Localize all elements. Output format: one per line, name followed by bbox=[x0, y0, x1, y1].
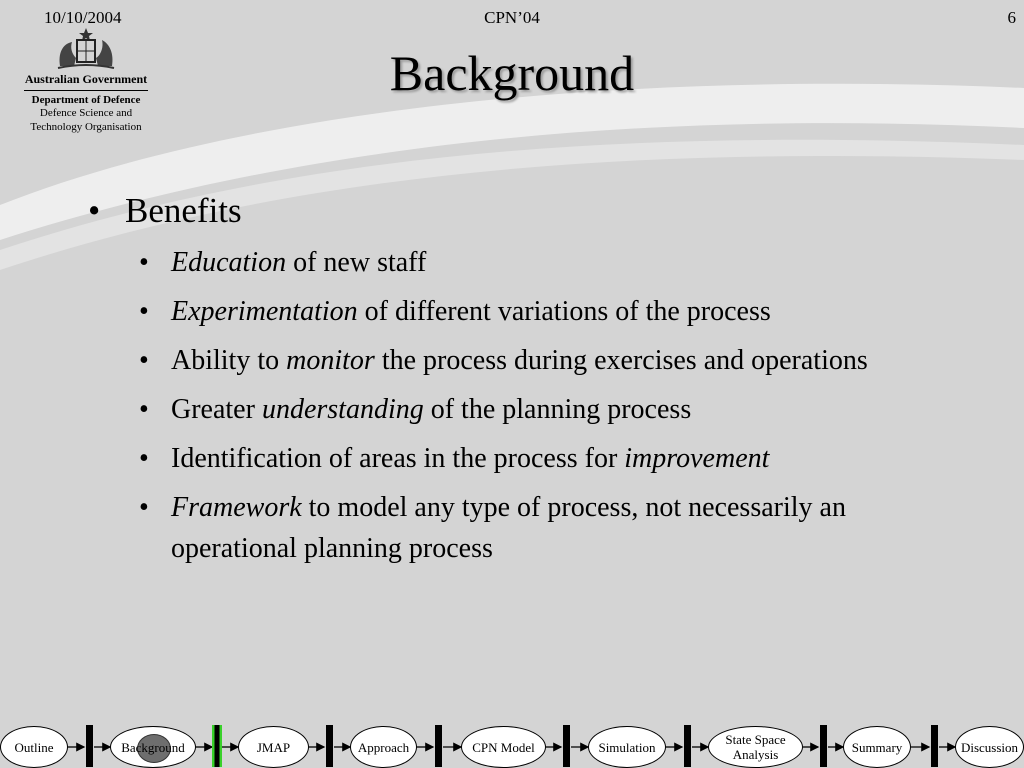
nav-label: JMAP bbox=[256, 739, 291, 755]
sub-bullet-understanding bbox=[136, 389, 968, 430]
transition-bar-8 bbox=[931, 725, 938, 767]
sub-bullet-list bbox=[136, 242, 968, 569]
sub-bullet-text: the process during exercises and operations bbox=[374, 345, 868, 376]
sub-bullet-text: of different variations of the process bbox=[357, 296, 771, 327]
logo-government-text: Australian Government bbox=[24, 72, 148, 86]
sub-bullet-monitor bbox=[136, 340, 968, 381]
slide-title: Background bbox=[389, 45, 635, 101]
petri-net-navigation-bar bbox=[0, 718, 1024, 768]
nav-label: Simulation bbox=[598, 739, 656, 755]
sub-bullet-prefix: Ability to bbox=[171, 345, 287, 376]
slide-content bbox=[88, 190, 968, 577]
nav-label: Outline bbox=[14, 739, 54, 755]
nav-outline[interactable] bbox=[0, 726, 68, 768]
sub-bullet-emphasis: improvement bbox=[624, 443, 770, 474]
sub-bullet-experimentation bbox=[136, 291, 968, 332]
sub-bullet-emphasis: Experimentation bbox=[171, 296, 358, 327]
nav-label: State Space Analysis bbox=[725, 732, 786, 762]
sub-bullet-text: of the planning process bbox=[423, 394, 692, 425]
nav-label: Background bbox=[121, 739, 185, 755]
transition-bar-7 bbox=[820, 725, 827, 767]
nav-approach[interactable] bbox=[350, 726, 417, 768]
sub-bullet-education bbox=[136, 242, 968, 283]
bullet-icon: • bbox=[139, 296, 149, 327]
logo-department-text: Department of Defence bbox=[31, 94, 141, 106]
nav-jmap[interactable] bbox=[238, 726, 309, 768]
sub-bullet-emphasis: monitor bbox=[286, 345, 375, 376]
nav-discussion[interactable] bbox=[955, 726, 1024, 768]
transition-bar-6 bbox=[684, 725, 691, 767]
transition-bar-5 bbox=[563, 725, 570, 767]
logo-organisation-line1: Defence Science and bbox=[39, 107, 133, 119]
main-bullet bbox=[88, 190, 968, 232]
header-date: 10/10/2004 bbox=[44, 8, 122, 27]
sub-bullet-text: to model any type of process, not necessarily an operational planning process bbox=[171, 492, 846, 564]
nav-cpn-model[interactable] bbox=[461, 726, 546, 768]
slide-number: 6 bbox=[1007, 8, 1016, 27]
bullet-icon: • bbox=[139, 492, 149, 523]
bullet-icon: • bbox=[139, 345, 149, 376]
nav-summary[interactable] bbox=[843, 726, 911, 768]
sub-bullet-framework bbox=[136, 487, 968, 569]
sub-bullet-improvement bbox=[136, 438, 968, 479]
sub-bullet-emphasis: Education bbox=[171, 247, 287, 278]
nav-simulation[interactable] bbox=[588, 726, 666, 768]
nav-label: Discussion bbox=[960, 739, 1019, 755]
nav-label: CPN Model bbox=[472, 739, 535, 755]
bullet-icon: • bbox=[139, 443, 149, 474]
bullet-icon: • bbox=[139, 394, 149, 425]
nav-label: Summary bbox=[851, 739, 903, 755]
bullet-icon: • bbox=[139, 247, 149, 278]
transition-bar-4 bbox=[435, 725, 442, 767]
nav-label: Approach bbox=[357, 739, 410, 755]
transition-bar-1 bbox=[86, 725, 93, 767]
bullet-icon: • bbox=[88, 191, 101, 230]
main-bullet-text: Benefits bbox=[125, 191, 242, 230]
nav-state-space-analysis[interactable] bbox=[708, 726, 803, 768]
header-conference: CPN’04 bbox=[484, 8, 540, 27]
nav-background-current[interactable] bbox=[110, 726, 196, 768]
logo-organisation-line2: Technology Organisation bbox=[30, 121, 142, 133]
sub-bullet-text: of new staff bbox=[286, 247, 427, 278]
sub-bullet-emphasis: understanding bbox=[261, 394, 424, 425]
transition-bar-3 bbox=[326, 725, 333, 767]
sub-bullet-prefix: Identification of areas in the process for bbox=[171, 443, 625, 474]
sub-bullet-emphasis: Framework bbox=[171, 492, 302, 523]
sub-bullet-prefix: Greater bbox=[171, 394, 262, 425]
